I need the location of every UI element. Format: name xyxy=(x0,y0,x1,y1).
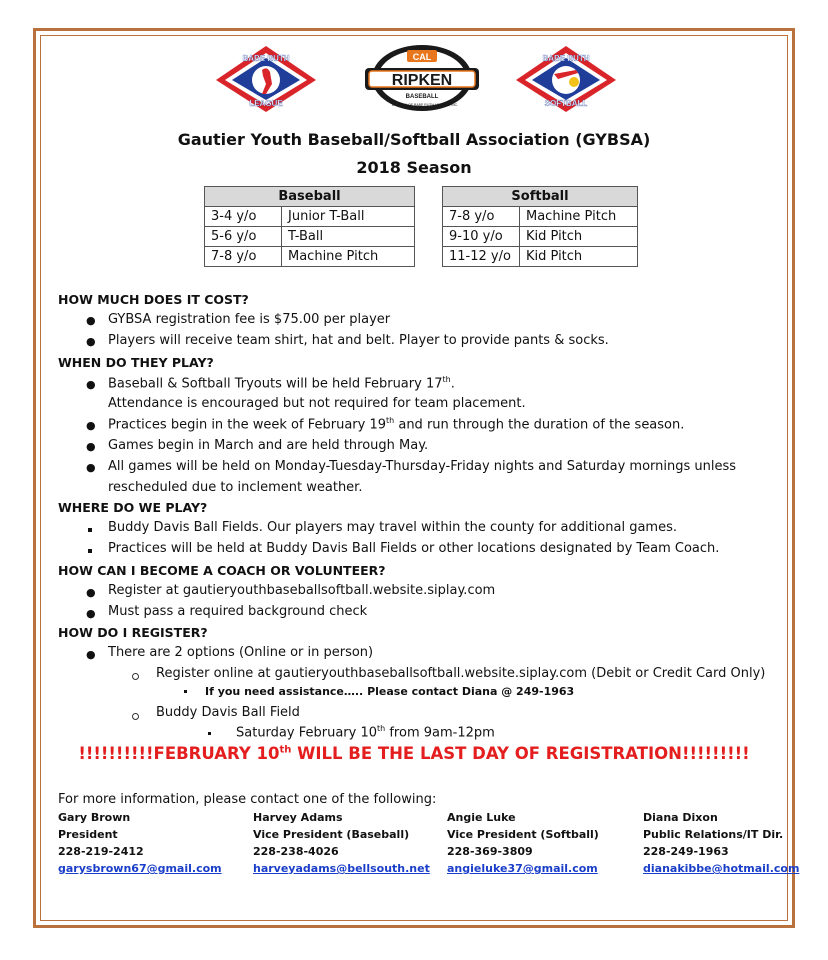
bullet-icon: ● xyxy=(86,648,96,661)
baseball-table-heading: Baseball xyxy=(205,187,415,207)
contact-card xyxy=(253,809,430,877)
bullet-icon: ● xyxy=(86,314,96,327)
bullet-icon xyxy=(88,528,92,532)
baseball-table xyxy=(204,186,415,267)
where-heading: WHERE DO WE PLAY? xyxy=(58,500,208,515)
list-item-continued: Attendance is encouraged but not required for team placement. xyxy=(108,396,526,411)
contact-email-link[interactable]: harveyadams@bellsouth.net xyxy=(253,862,430,875)
assistance-note: If you need assistance….. Please contact Diana @ 249-1963 xyxy=(205,685,575,698)
softball-table xyxy=(442,186,638,267)
list-item-continued: rescheduled due to inclement weather. xyxy=(108,480,363,495)
contact-role: Public Relations/IT Dir. xyxy=(643,828,784,841)
table-row: 7-8 y/o Machine Pitch xyxy=(443,207,638,227)
svg-text:BABE RUTH: BABE RUTH xyxy=(242,54,290,63)
svg-text:BABE RUTH: BABE RUTH xyxy=(542,54,590,63)
table-row: 7-8 y/o Machine Pitch xyxy=(205,247,415,267)
list-item: GYBSA registration fee is $75.00 per player xyxy=(108,312,391,327)
list-item: Players will receive team shirt, hat and belt. Player to provide pants & socks. xyxy=(108,333,609,348)
contact-role: Vice President (Softball) xyxy=(447,828,599,841)
list-item: There are 2 options (Online or in person) xyxy=(108,645,374,660)
circle-bullet-icon xyxy=(132,713,139,720)
circle-bullet-icon xyxy=(132,673,139,680)
bullet-icon xyxy=(88,549,92,553)
bullet-icon: ● xyxy=(86,586,96,599)
list-item: Games begin in March and are held through May. xyxy=(108,438,429,453)
bullet-icon: ● xyxy=(86,440,96,453)
contact-email-link[interactable]: dianakibbe@hotmail.com xyxy=(643,862,800,875)
contact-name: Diana Dixon xyxy=(643,811,718,824)
svg-text:RIPKEN: RIPKEN xyxy=(391,72,453,89)
table-row: 5-6 y/o T-Ball xyxy=(205,227,415,247)
bullet-icon xyxy=(208,732,211,735)
list-item: All games will be held on Monday-Tuesday-Thursday-Friday nights and Saturday mornings unless xyxy=(108,459,737,474)
list-item: Baseball & Softball Tryouts will be held February 17th. xyxy=(108,375,455,392)
bullet-icon: ● xyxy=(86,419,96,432)
contact-name: Harvey Adams xyxy=(253,811,343,824)
svg-text:DIVISION OF BABE RUTH LEAGUE,: DIVISION OF BABE RUTH LEAGUE, INC. xyxy=(391,103,459,107)
list-item: Must pass a required background check xyxy=(108,604,368,619)
contact-role: President xyxy=(58,828,118,841)
cal-ripken-baseball-logo xyxy=(363,40,481,116)
bullet-icon xyxy=(184,690,187,693)
contact-card xyxy=(447,809,599,877)
bullet-icon: ● xyxy=(86,607,96,620)
register-heading: HOW DO I REGISTER? xyxy=(58,625,208,640)
bullet-icon: ● xyxy=(86,461,96,474)
babe-ruth-league-logo xyxy=(214,44,318,114)
svg-text:LEAGUE: LEAGUE xyxy=(249,99,283,108)
bullet-icon: ● xyxy=(86,335,96,348)
table-row: 11-12 y/o Kid Pitch xyxy=(443,247,638,267)
contact-phone: 228-219-2412 xyxy=(58,845,144,858)
contact-phone: 228-369-3809 xyxy=(447,845,533,858)
coach-heading: HOW CAN I BECOME A COACH OR VOLUNTEER? xyxy=(58,563,386,578)
contact-email-link[interactable]: angieluke37@gmail.com xyxy=(447,862,598,875)
when-heading: WHEN DO THEY PLAY? xyxy=(58,355,214,370)
list-item: Buddy Davis Ball Fields. Our players may travel within the county for additional games. xyxy=(108,520,677,535)
table-row: 3-4 y/o Junior T-Ball xyxy=(205,207,415,227)
list-item: Saturday February 10th from 9am-12pm xyxy=(236,724,495,741)
list-item: Practices will be held at Buddy Davis Ball Fields or other locations designated by Team Coach. xyxy=(108,541,720,556)
contact-phone: 228-238-4026 xyxy=(253,845,339,858)
svg-text:BASEBALL: BASEBALL xyxy=(405,94,439,100)
softball-table-heading: Softball xyxy=(443,187,638,207)
list-item: Buddy Davis Ball Field xyxy=(156,705,300,720)
contact-name: Gary Brown xyxy=(58,811,131,824)
list-item: Practices begin in the week of February 19th and run through the duration of the season. xyxy=(108,416,685,433)
contact-email-link[interactable]: garysbrown67@gmail.com xyxy=(58,862,222,875)
list-item: Register at gautieryouthbaseballsoftball.website.siplay.com xyxy=(108,583,496,598)
svg-text:CAL: CAL xyxy=(412,52,432,62)
bullet-icon: ● xyxy=(86,378,96,391)
table-row: 9-10 y/o Kid Pitch xyxy=(443,227,638,247)
contact-name: Angie Luke xyxy=(447,811,516,824)
contact-phone: 228-249-1963 xyxy=(643,845,729,858)
contact-role: Vice President (Baseball) xyxy=(253,828,410,841)
contact-card xyxy=(58,809,222,877)
list-item: Register online at gautieryouthbaseballsoftball.website.siplay.com (Debit or Credit Card Only) xyxy=(156,666,766,681)
registration-deadline-banner: !!!!!!!!!!FEBRUARY 10th WILL BE THE LAST DAY OF REGISTRATION!!!!!!!!! xyxy=(78,744,750,763)
cost-heading: HOW MUCH DOES IT COST? xyxy=(58,292,249,307)
contacts-intro: For more information, please contact one of the following: xyxy=(58,792,437,807)
contact-card xyxy=(643,809,799,877)
babe-ruth-softball-logo xyxy=(514,44,618,114)
season-title: 2018 Season xyxy=(356,158,472,177)
svg-text:SOFTBALL: SOFTBALL xyxy=(544,99,588,108)
page-title: Gautier Youth Baseball/Softball Association (GYBSA) xyxy=(177,130,651,149)
